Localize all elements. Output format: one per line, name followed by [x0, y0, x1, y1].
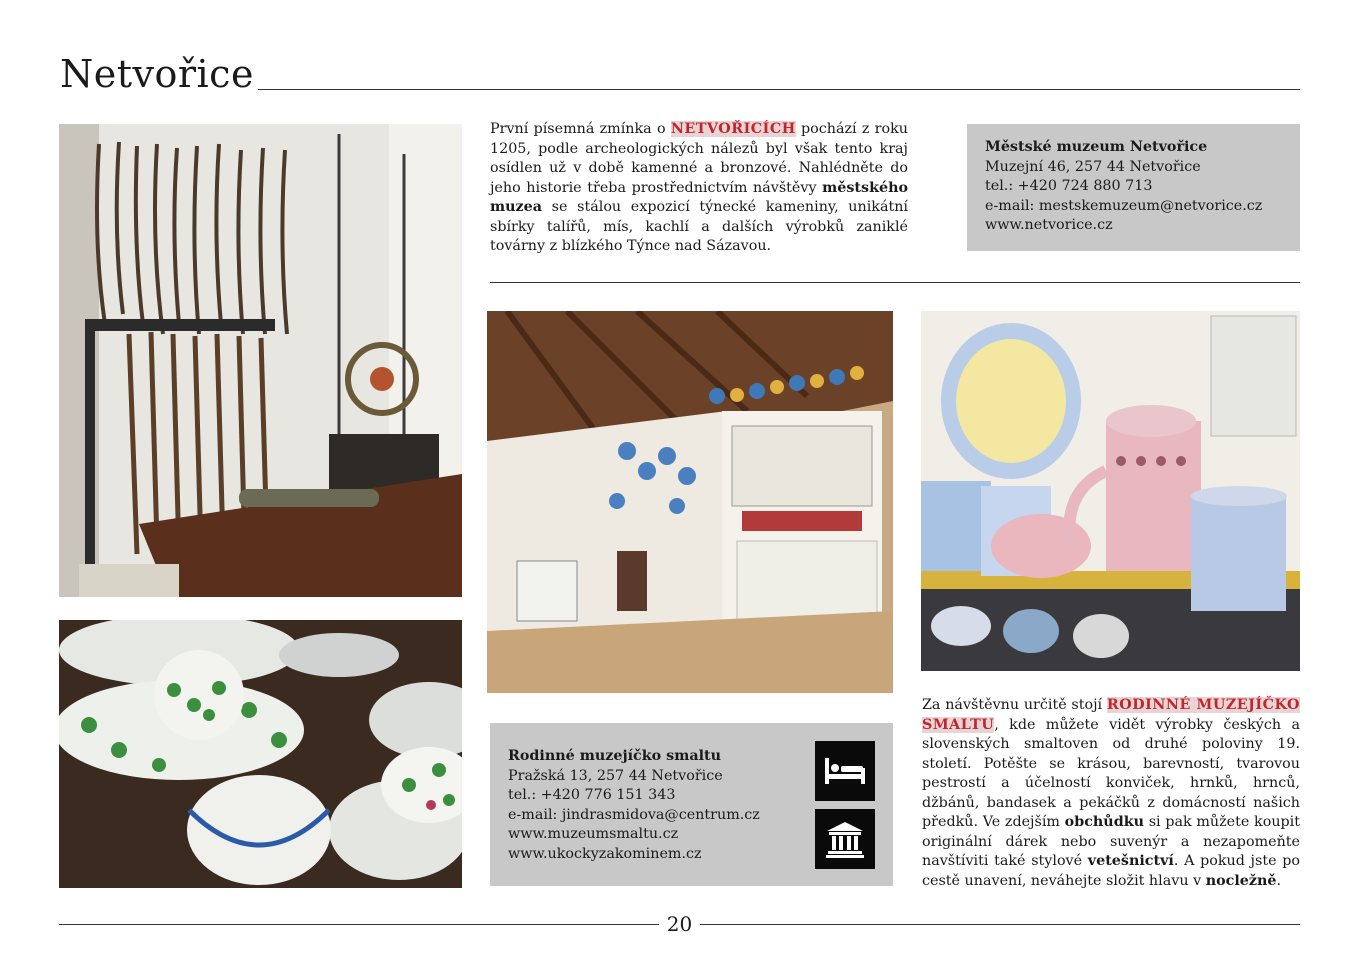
city-museum-name: Městské muzeum Netvořice: [985, 139, 1208, 155]
shop-mention: obchůdku: [1064, 814, 1144, 830]
title-rule: [258, 89, 1300, 90]
town-highlight: NETVOŘICÍCH: [670, 121, 796, 137]
antique-shop-mention: vetešnictví: [1087, 853, 1174, 869]
enamel-museum-web-2[interactable]: www.ukockyzakominem.cz: [508, 845, 702, 862]
page-number: 20: [659, 912, 700, 936]
city-museum-web[interactable]: www.netvorice.cz: [985, 217, 1113, 233]
story-text-5: .: [1276, 872, 1282, 889]
city-museum-phone: tel.: +420 724 880 713: [985, 178, 1153, 194]
enamel-museum-name: Rodinné muzejíčko smaltu: [508, 748, 722, 764]
page-title: Netvořice: [60, 52, 254, 96]
page-number-wrap: [0, 912, 1359, 936]
intro-text-3: se stálou expozicí týnecké kameniny, unikátní sbírky talířů, mís, kachlí a dalších výrobků zaniklé továrny z blízkého Týnce nad Sázavou.: [490, 199, 908, 254]
museum-icon: [815, 809, 875, 869]
city-museum-mention: městského muzea: [490, 179, 908, 215]
intro-text-1: První písemná zmínka o: [490, 121, 671, 137]
lodging-mention: nocležně: [1205, 872, 1277, 889]
section-rule: [490, 282, 1300, 283]
city-museum-email[interactable]: e-mail: mestskemuzeum@netvorice.cz: [985, 197, 1263, 214]
enamel-pots-photo: [921, 311, 1300, 671]
intro-text-2: pochází z roku 1205, podle archeologických nálezů byl však tento kraj osídlen už v době kamenné a bronzové. Nahlédněte do jeho historie třeba prostřednictvím návštěvy: [490, 121, 908, 196]
enamel-museum-address: Pražská 13, 257 44 Netvořice: [508, 767, 723, 784]
story-text-1: Za návštěvnu určitě stojí: [922, 697, 1107, 713]
ceramics-photo: [59, 620, 462, 888]
enamel-museum-email[interactable]: e-mail: jindrasmidova@centrum.cz: [508, 806, 760, 823]
enamel-museum-highlight: RODINNÉ MUZEJÍČKO SMALTU: [922, 697, 1300, 733]
intro-paragraph: [490, 120, 908, 257]
weapons-collection-photo: [59, 124, 462, 597]
story-text-2: , kde můžete vidět výrobky českých a slovenských smaltoven od druhé poloviny 19. století. Potěšte se krásou, barevností, tvarovou pestrostí a účelností konviček, hrnků, hrnců, džbánů, bandasek a pekáčků z domácností našich předků. Ve zdejším: [922, 716, 1300, 830]
enamel-museum-paragraph: [922, 696, 1300, 891]
story-text-4: . A pokud jste po cestě unavení, neváhejte složit hlavu v: [922, 853, 1300, 889]
city-museum-address: Muzejní 46, 257 44 Netvořice: [985, 158, 1201, 175]
enamel-museum-phone: tel.: +420 776 151 343: [508, 787, 676, 803]
story-text-3: si pak můžete koupit originální dárek nebo suvenýr a nezapomeňte navštíviti také stylové: [922, 814, 1300, 869]
city-museum-info-box: [967, 124, 1300, 251]
enamel-museum-web-1[interactable]: www.muzeumsmaltu.cz: [508, 826, 679, 842]
bed-icon: [815, 741, 875, 801]
enamel-museum-interior-photo: [487, 311, 893, 693]
